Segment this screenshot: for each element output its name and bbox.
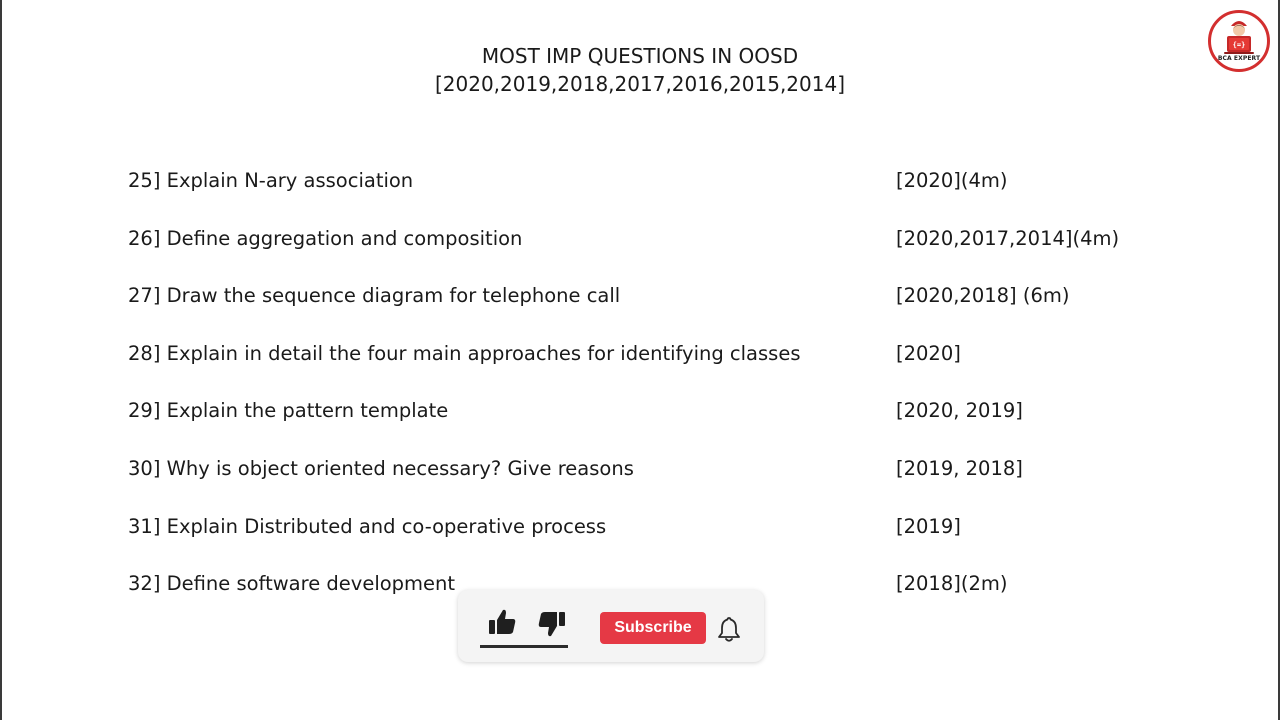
question-years: [2020, 2019] bbox=[896, 399, 1023, 423]
title-block bbox=[0, 42, 1280, 98]
question-text: 29] Explain the pattern template bbox=[128, 399, 449, 423]
question-row bbox=[128, 281, 1168, 339]
question-row bbox=[128, 166, 1168, 224]
logo-text: BCA EXPERT bbox=[1217, 55, 1261, 62]
subscribe-overlay bbox=[458, 590, 764, 662]
question-list bbox=[128, 166, 1168, 627]
thumbs-down-icon bbox=[536, 608, 568, 640]
bell-icon bbox=[714, 614, 744, 644]
like-active-indicator bbox=[480, 645, 568, 648]
notification-bell-button[interactable] bbox=[714, 614, 744, 644]
question-text: 27] Draw the sequence diagram for telephone call bbox=[128, 284, 621, 308]
question-text: 31] Explain Distributed and co-operative process bbox=[128, 514, 607, 538]
question-years: [2018](2m) bbox=[896, 572, 1008, 596]
svg-text:{=}: {=} bbox=[1232, 41, 1246, 49]
question-text: 30] Why is object oriented necessary? Give reasons bbox=[128, 456, 634, 480]
channel-logo bbox=[1208, 10, 1270, 72]
left-border bbox=[0, 0, 2, 720]
question-years: [2019, 2018] bbox=[896, 456, 1023, 480]
question-text: 25] Explain N-ary association bbox=[128, 169, 414, 192]
thumbs-up-icon bbox=[486, 606, 518, 638]
page-subtitle-years: [2020,2019,2018,2017,2016,2015,2014] bbox=[434, 72, 846, 96]
question-row bbox=[128, 224, 1168, 282]
like-button[interactable] bbox=[486, 606, 518, 638]
question-text: 26] Define aggregation and composition bbox=[128, 226, 523, 250]
question-years: [2020] bbox=[896, 341, 961, 365]
question-row bbox=[128, 339, 1168, 397]
question-row bbox=[128, 396, 1168, 454]
dislike-button[interactable] bbox=[536, 608, 568, 640]
question-text: 32] Define software development bbox=[128, 572, 456, 596]
question-years: [2019] bbox=[896, 514, 961, 538]
question-row bbox=[128, 512, 1168, 570]
question-text: 28] Explain in detail the four main approaches for identifying classes bbox=[128, 341, 801, 365]
question-row bbox=[128, 454, 1168, 512]
subscribe-button[interactable]: Subscribe bbox=[600, 612, 706, 644]
question-years: [2020](4m) bbox=[896, 169, 1008, 192]
question-years: [2020,2017,2014](4m) bbox=[896, 226, 1120, 250]
question-years: [2020,2018] (6m) bbox=[896, 284, 1070, 308]
page-title: MOST IMP QUESTIONS IN OOSD bbox=[481, 44, 799, 68]
